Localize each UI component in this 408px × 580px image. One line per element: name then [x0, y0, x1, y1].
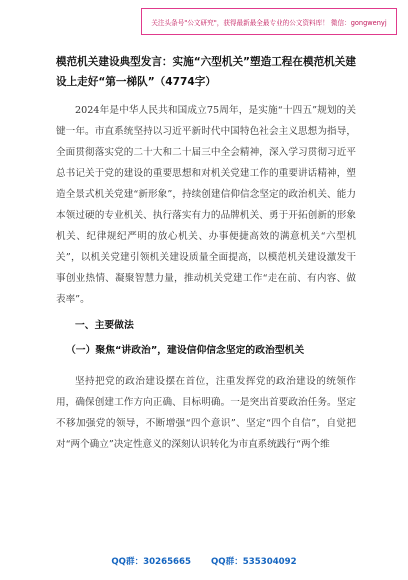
- document-body: [56, 52, 356, 455]
- promo-banner: [141, 8, 397, 35]
- footer: [0, 555, 408, 567]
- footer-qq-group-1: QQ群：30265665: [111, 557, 191, 567]
- subsection-heading: （一）聚焦“讲政治”，建设信仰信念坚定的政治型机关: [66, 345, 305, 356]
- body-paragraph: 坚持把党的政治建设摆在首位，注重发挥党的政治建设的统领作用，确保创建工作方向正确、目标明确。一是突出首要政治任务。坚定不移加强党的领导，不断增强“四个意识”、坚定“四个自信”，自觉把对“两个确立”决定性意义的深刻认识转化为市直系统践行“两个维: [56, 376, 356, 450]
- intro-paragraph: 2024年是中华人民共和国成立75周年，是实施“十四五”规划的关键一年。市直系统坚持以习近平新时代中国特色社会主义思想为指导，全面贯彻落实党的二十大和二十届三中全会精神，深入学习贯彻习近平总书记关于党的建设的重要思想和对机关党建工作的重要讲话精神，塑造全景式机关党建“新形象”，持续创建信仰信念坚定的政治机关、能力本领过硬的专业机关、执行落实有力的品牌机关、勇于开拓创新的形象机关、纪律规纪严明的放心机关、办事便捷高效的满意机关“六型机关”，以机关党建引领机关建设质量全面提高，以模范机关建设激发干事创业热情、凝聚智慧力量，推动机关党建工作“走在前、有内容、做表率”。: [56, 105, 356, 305]
- footer-qq-group-2: QQ群：535304092: [211, 557, 297, 567]
- promo-banner-text: 关注头条号"公文研究"，获得最新最全最专业的公文资料库！ 微信：gongwenyj: [151, 18, 387, 27]
- document-title: 模范机关建设典型发言：实施“六型机关”塑造工程在模范机关建设上走好“第一梯队”（4774字）: [56, 56, 356, 88]
- section-heading: 一、主要做法: [75, 320, 134, 331]
